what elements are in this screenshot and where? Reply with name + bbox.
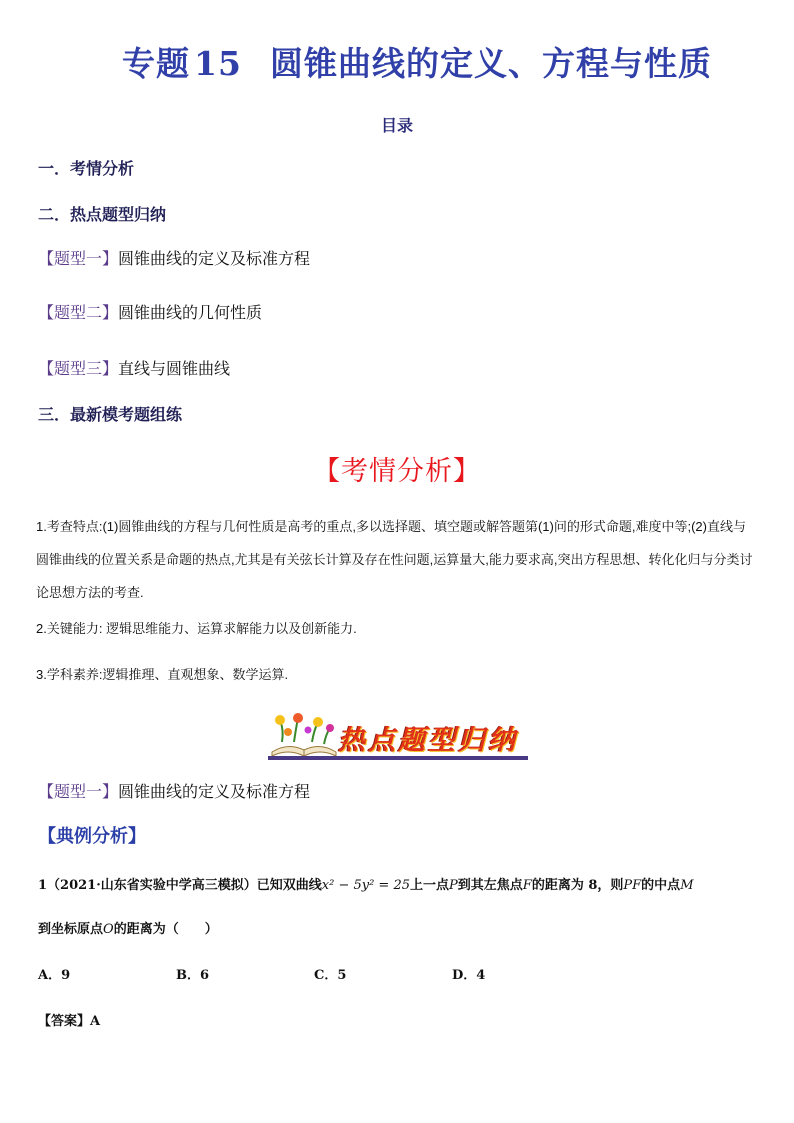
question-text-e: 到坐标原点 <box>38 922 104 937</box>
title-prefix: 专题 <box>122 44 191 83</box>
analysis-banner: 【考情分析】 <box>313 456 481 487</box>
analysis-paragraph-2: 2.关键能力: 逻辑思维能力、运算求解能力以及创新能力. <box>36 621 357 636</box>
option-b[interactable]: B．6 <box>176 968 210 983</box>
hot-topics-title: 热点题型归纳 <box>338 725 518 756</box>
toc-section-1[interactable]: 一．考情分析 <box>38 159 135 178</box>
question-text-a: 上一点 <box>410 878 450 893</box>
question-lead: 1（2021·山东省实验中学高三模拟）已知双曲线 <box>38 878 322 893</box>
title-number: 15 <box>194 44 242 83</box>
question-text-b: 到其左焦点 <box>457 878 523 893</box>
point-p: P <box>449 878 458 893</box>
example-analysis-heading: 【典例分析】 <box>38 826 146 847</box>
segment-pf: PF <box>623 878 642 893</box>
question-line-2 <box>38 918 218 937</box>
question-text-d: 的中点 <box>641 878 681 893</box>
type1-heading <box>38 779 310 802</box>
toc-section-2[interactable]: 二．热点题型归纳 <box>38 205 167 224</box>
type1-bracket: 【题型一】 <box>38 782 119 801</box>
question-text-f: 的距离为（ ） <box>113 922 218 937</box>
toc-type-3-bracket: 【题型三】 <box>38 359 119 378</box>
point-f: F <box>522 878 532 893</box>
type1-text: 圆锥曲线的定义及标准方程 <box>118 782 311 801</box>
option-a[interactable]: A．9 <box>38 968 71 983</box>
answer-label: 【答案】 <box>38 1014 91 1029</box>
point-o: O <box>103 922 114 937</box>
book-flowers-icon <box>268 712 340 758</box>
question-text-c: 的距离为 8，则 <box>531 878 624 893</box>
toc-type-2-text: 圆锥曲线的几何性质 <box>118 303 263 322</box>
toc-type-2-bracket: 【题型二】 <box>38 303 119 322</box>
answer-value: A <box>90 1014 101 1029</box>
toc-type-3[interactable] <box>38 356 230 379</box>
toc-type-3-text: 直线与圆锥曲线 <box>118 359 231 378</box>
analysis-paragraph-3: 3.学科素养:逻辑推理、直观想象、数学运算. <box>36 667 289 682</box>
toc-type-1[interactable] <box>38 246 310 269</box>
toc-type-1-bracket: 【题型一】 <box>38 249 119 268</box>
hot-topics-banner <box>268 712 528 764</box>
toc-heading: 目录 <box>380 116 413 135</box>
answer-line <box>38 1010 100 1029</box>
option-d[interactable]: D．4 <box>452 968 486 983</box>
option-c[interactable]: C．5 <box>314 968 347 983</box>
question-line-1 <box>38 874 694 893</box>
page-title <box>0 38 794 85</box>
title-text: 圆锥曲线的定义、方程与性质 <box>269 44 712 83</box>
point-m: M <box>680 878 694 893</box>
toc-type-1-text: 圆锥曲线的定义及标准方程 <box>118 249 311 268</box>
toc-section-3[interactable]: 三．最新模考题组练 <box>38 405 183 424</box>
toc-type-2[interactable] <box>38 300 262 323</box>
question-equation: x² − 5y² = 25 <box>321 878 410 893</box>
hot-topics-underline <box>268 756 528 760</box>
analysis-paragraph-1: 1.考查特点:(1)圆锥曲线的方程与几何性质是高考的重点,多以选择题、填空题或解答题第(1)问的形式命题,难度中等;(2)直线与圆锥曲线的位置关系是命题的热点,尤其是有关弦长计算及存在性问题,运算量大,能力要求高,突出方程思想、转化化归与分类讨论思想方法的考查. <box>36 519 753 600</box>
